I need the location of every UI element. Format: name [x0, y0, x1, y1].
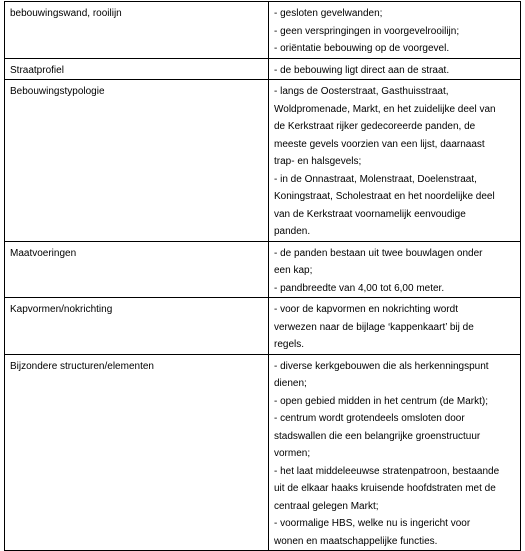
row-value-line: panden. [274, 226, 311, 237]
table-row [5, 354, 521, 551]
row-value-line: de Kerkstraat rijker gedecoreerde panden, de [274, 121, 476, 132]
row-value-line: - open gebied midden in het centrum (de Markt); [274, 395, 488, 407]
row-value-line: - in de Onnastraat, Molenstraat, Doelenstraat, [274, 173, 477, 185]
row-value-line: Koningstraat, Scholestraat en het noordelijke deel [274, 191, 495, 202]
row-value-cell [269, 298, 521, 355]
table-row [5, 2, 521, 59]
row-value-line: Woldpromenade, Markt, en het zuidelijke deel van [274, 103, 496, 115]
table-row [5, 80, 521, 242]
table-row [5, 58, 521, 80]
row-value-line: - voor de kapvormen en nokrichting wordt [274, 304, 458, 315]
row-value-cell [269, 58, 521, 80]
row-label-cell [5, 298, 269, 355]
row-value-line: - oriëntatie bebouwing op de voorgevel. [274, 43, 450, 54]
row-value-line: - langs de Oosterstraat, Gasthuisstraat, [274, 86, 449, 97]
row-value-line: regels. [274, 339, 305, 350]
row-value-cell [269, 80, 521, 242]
row-value-line: - de panden bestaan uit twee bouwlagen onder [274, 247, 483, 259]
row-label-cell [5, 241, 269, 298]
row-value-line: een kap; [274, 265, 313, 276]
row-value-line: stadswallen die een belangrijke groenstructuur [274, 430, 481, 442]
row-value-cell [269, 354, 521, 551]
row-value-line: - het laat middeleeuwse stratenpatroon, bestaande [274, 465, 500, 477]
row-value-line: - geen verspringingen in voorgevelrooilijn; [274, 25, 460, 37]
row-value-cell [269, 241, 521, 298]
row-value-line: - diverse kerkgebouwen die als herkenningspunt [274, 360, 489, 372]
row-value-line: - pandbreedte van 4,00 tot 6,00 meter. [274, 282, 445, 294]
row-value-line: vormen; [274, 448, 311, 459]
row-value-line: trap- en halsgevels; [274, 156, 362, 167]
row-label: bebouwingswand, rooilijn [10, 8, 122, 19]
row-value-cell [269, 2, 521, 59]
row-label: Maatvoeringen [10, 247, 77, 259]
row-label-cell [5, 80, 269, 242]
table-row [5, 298, 521, 355]
specification-table [4, 1, 521, 551]
specification-table-body [5, 2, 521, 551]
row-value-line: wonen en maatschappelijke functies. [274, 535, 438, 547]
table-row [5, 241, 521, 298]
row-label: Kapvormen/nokrichting [10, 304, 113, 315]
row-value-line: meeste gevels voorzien van een lijst, daarnaast [274, 138, 485, 150]
row-value-line: - centrum wordt grotendeels omsloten door [274, 413, 465, 424]
row-label-cell [5, 58, 269, 80]
row-value-line: - voormalige HBS, welke nu is ingericht voor [274, 518, 471, 529]
row-label: Bebouwingstypologie [10, 86, 105, 97]
row-label-cell [5, 354, 269, 551]
row-value-line: uit de elkaar haaks kruisende hoofdstraten met de [274, 483, 496, 494]
row-label: Bijzondere structuren/elementen [10, 360, 154, 372]
row-value-line: - gesloten gevelwanden; [274, 8, 383, 19]
row-value-line: - de bebouwing ligt direct aan de straat. [274, 64, 450, 76]
row-label-cell [5, 2, 269, 59]
row-value-line: van de Kerkstraat voornamelijk eenvoudige [274, 208, 466, 220]
row-label: Straatprofiel [10, 64, 64, 76]
row-value-line: verwezen naar de bijlage ‘kappenkaart’ bij de [274, 321, 474, 333]
row-value-line: centraal gelegen Markt; [274, 500, 379, 512]
row-value-line: dienen; [274, 378, 307, 389]
